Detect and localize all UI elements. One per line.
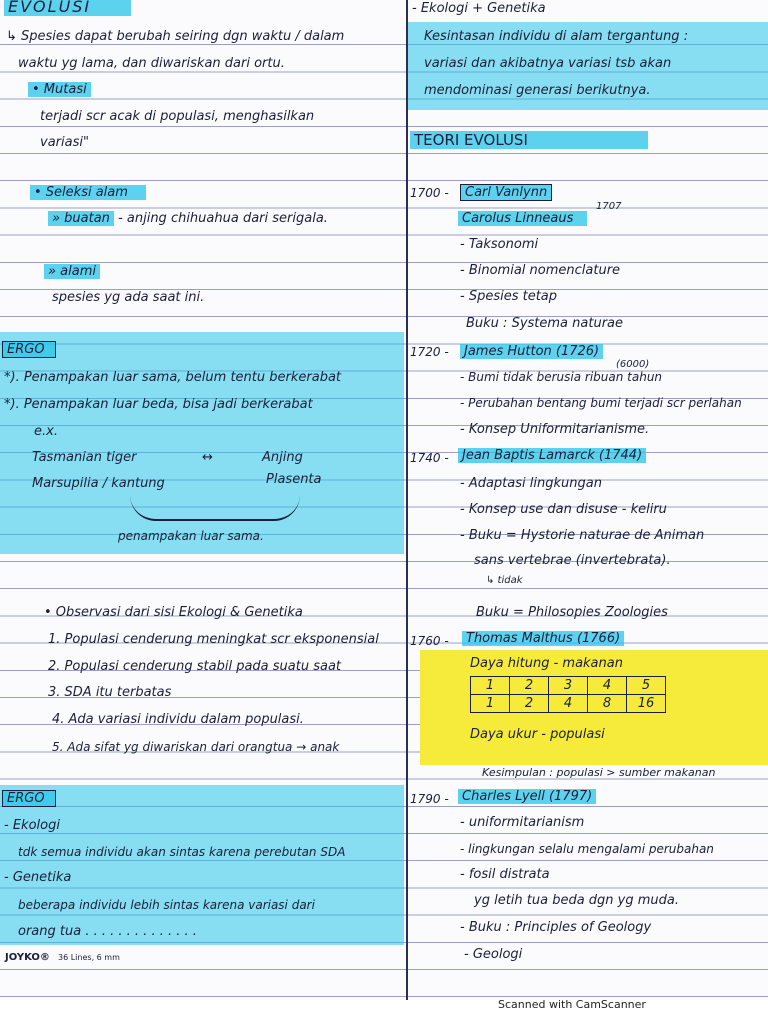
alami-label: » alami — [44, 263, 100, 281]
double-arrow-icon: ↔ — [202, 450, 213, 465]
note-line: - Ekologi — [4, 818, 60, 833]
note-line: *). Penampakan luar beda, bisa jadi berkerabat — [4, 397, 313, 412]
note-line: Kesintasan individu di alam tergantung : — [424, 29, 689, 44]
example-plasenta: Plasenta — [266, 472, 322, 487]
observasi-item: 4. Ada variasi individu dalam populasi. — [52, 712, 304, 727]
table-cell: 2 — [510, 695, 549, 713]
theory-item: - lingkungan selalu mengalami perubahan — [460, 842, 714, 856]
scientist-name: Carl Vanlynn — [460, 184, 552, 202]
theory-item: - Taksonomi — [460, 237, 539, 252]
mutasi-heading: • Mutasi — [28, 81, 91, 99]
observasi-item: 3. SDA itu terbatas — [48, 685, 172, 700]
theory-item: sans vertebrae (invertebrata). — [474, 553, 671, 568]
note-line: penampakan luar sama. — [118, 529, 264, 543]
scientist-name: Carolus Linneaus — [458, 210, 587, 228]
table-cell: 1 — [471, 695, 510, 713]
note-line: tdk semua individu akan sintas karena perebutan SDA — [18, 845, 346, 859]
note-line: *). Penampakan luar sama, belum tentu berkerabat — [4, 370, 342, 385]
note-line: » buatan - anjing chihuahua dari serigala. — [48, 210, 328, 228]
camscanner-watermark: Scanned with CamScanner — [498, 998, 646, 1011]
table-cell: 1 — [471, 677, 510, 695]
note-line: waktu yg lama, dan diwariskan dari ortu. — [18, 56, 285, 71]
note-line: variasi dan akibatnya variasi tsb akan — [424, 56, 672, 71]
theory-item: yg letih tua beda dgn yg muda. — [474, 893, 680, 908]
year-label: 1760 - — [410, 634, 449, 648]
ergo-highlight-box-2 — [0, 785, 404, 945]
table-cell: 8 — [588, 695, 627, 713]
theory-item: Buku = Philosopies Zoologies — [476, 605, 668, 620]
theory-item: - Konsep use dan disuse - keliru — [460, 502, 667, 517]
note-line: - Ekologi + Genetika — [412, 1, 546, 16]
observasi-item: 5. Ada sifat yg diwariskan dari orangtua → anak — [52, 740, 340, 754]
note-line: spesies yg ada saat ini. — [52, 290, 205, 305]
table-cell: 4 — [549, 695, 588, 713]
ergo-label: ERGO — [2, 341, 56, 359]
scientist-name: Jean Baptis Lamarck (1744) — [458, 447, 646, 465]
table-cell: 2 — [510, 677, 549, 695]
theory-item: - Spesies tetap — [460, 289, 558, 304]
note-line: - Genetika — [4, 870, 72, 885]
theory-item: - Geologi — [464, 947, 523, 962]
theory-item: - Perubahan bentang bumi terjadi scr perlahan — [460, 396, 742, 410]
year-label: 1790 - — [410, 792, 449, 806]
note-line: ↳ Spesies dapat berubah seiring dgn waktu / dalam — [6, 29, 345, 44]
note-line: variasi" — [40, 135, 89, 150]
theory-item: - Konsep Uniformitarianisme. — [460, 422, 650, 437]
note-line: e.x. — [34, 424, 58, 439]
year-label: 1740 - — [410, 451, 449, 465]
table-cell: 3 — [549, 677, 588, 695]
year-note: 1707 — [596, 201, 622, 212]
theory-item: - Binomial nomenclature — [460, 263, 621, 278]
theory-item: - Buku = Hystorie naturae de Animan — [460, 528, 705, 543]
theory-item: Buku : Systema naturae — [466, 316, 623, 331]
seleksi-alam-heading: • Seleksi alam — [30, 184, 146, 202]
note-line: orang tua . . . . . . . . . . . . . . — [18, 924, 197, 939]
ergo-label: ERGO — [2, 790, 56, 808]
teori-evolusi-heading: TEORI EVOLUSI — [410, 131, 648, 149]
theory-item: - uniformitarianism — [460, 815, 585, 830]
scientist-name: Thomas Malthus (1766) — [462, 630, 624, 648]
table-row — [471, 677, 666, 695]
observasi-heading: • Observasi dari sisi Ekologi & Genetika — [44, 605, 303, 620]
example-marsupilia: Marsupilia / kantung — [32, 476, 165, 491]
number-note: (6000) — [616, 359, 650, 370]
year-label: 1720 - — [410, 345, 449, 359]
table-row — [471, 695, 666, 713]
theory-item: - Adaptasi lingkungan — [460, 476, 602, 491]
year-label: 1700 - — [410, 186, 449, 200]
observasi-item: 2. Populasi cenderung stabil pada suatu saat — [48, 659, 342, 674]
table-cell: 5 — [627, 677, 666, 695]
scientist-name: Charles Lyell (1797) — [458, 788, 596, 806]
example-tasmanian: Tasmanian tiger — [32, 450, 137, 465]
note-line: beberapa individu lebih sintas karena variasi dari — [18, 898, 315, 912]
page-divider — [406, 0, 408, 1000]
theory-note: ↳ tidak — [486, 575, 523, 586]
table-cell: 16 — [627, 695, 666, 713]
scientist-name: James Hutton (1726) — [460, 343, 603, 361]
theory-item: - fosil distrata — [460, 867, 550, 882]
note-line: terjadi scr acak di populasi, menghasilkan — [40, 109, 315, 124]
note-line: mendominasi generasi berikutnya. — [424, 83, 651, 98]
example-anjing: Anjing — [262, 450, 303, 465]
kesimpulan-line: Kesimpulan : populasi > sumber makanan — [482, 766, 716, 779]
joyko-logo: JOYKO® — [5, 952, 50, 963]
curve-connector — [130, 495, 300, 521]
observasi-item: 1. Populasi cenderung meningkat scr eksponensial — [48, 632, 379, 647]
ruling-info: 36 Lines, 6 mm — [58, 953, 120, 962]
theory-item: - Bumi tidak berusia ribuan tahun — [460, 370, 663, 384]
evolusi-title: EVOLUSI — [4, 0, 131, 16]
table-cell: 4 — [588, 677, 627, 695]
daya-hitung-label: Daya hitung - makanan — [470, 656, 623, 671]
daya-ukur-label: Daya ukur - populasi — [470, 727, 605, 742]
theory-item: - Buku : Principles of Geology — [460, 920, 652, 935]
growth-table — [470, 676, 666, 713]
